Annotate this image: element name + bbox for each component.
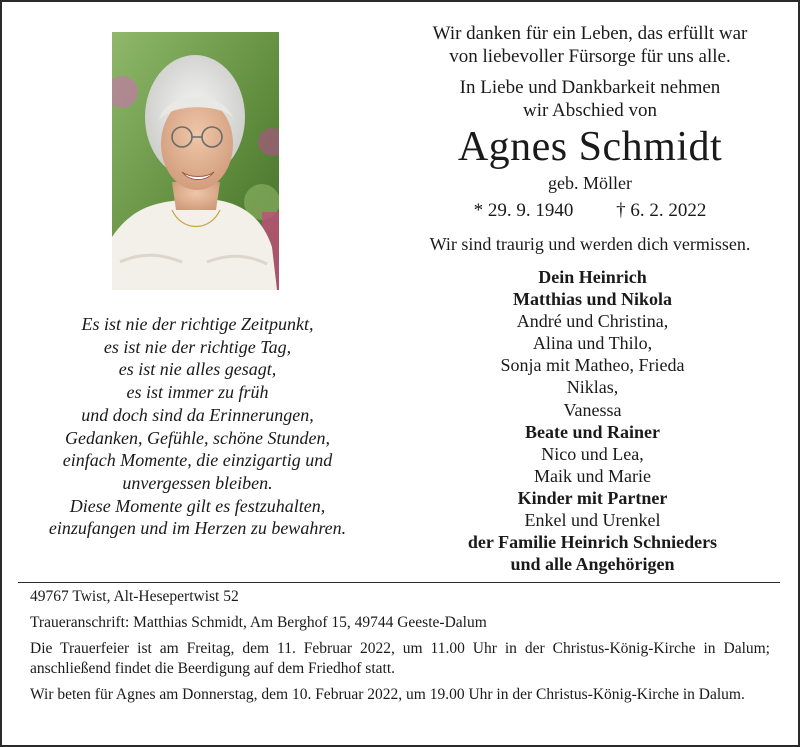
poem-line: einzufangen und im Herzen zu bewahren. <box>48 518 347 539</box>
portrait-illustration <box>112 32 279 290</box>
death-date: † 6. 2. 2022 <box>616 200 707 221</box>
funeral-info: Die Trauerfeier ist am Freitag, dem 11. Februar 2022, um 11.00 Uhr in der Christus-König-Kirche in Dalum; anschließend findet die Beerdigung auf dem Friedhof statt. <box>30 640 770 677</box>
mourner-line: Nico und Lea, <box>541 443 644 464</box>
mourners-list <box>405 266 780 575</box>
intro-text <box>385 22 795 122</box>
poem-line: Es ist nie der richtige Zeitpunkt, <box>81 314 314 334</box>
mourning-address: Traueranschrift: Matthias Schmidt, Am Berghof 15, 49744 Geeste-Dalum <box>30 614 487 631</box>
mourner-line: André und Christina, <box>516 311 669 332</box>
poem-line: es ist nie alles gesagt, <box>118 359 277 380</box>
mourner-line: Sonja mit Matheo, Frieda <box>500 355 685 376</box>
mourner-line: Maik und Marie <box>534 465 651 486</box>
family-address: 49767 Twist, Alt-Hesepertwist 52 <box>30 588 239 605</box>
mourner-line: Vanessa <box>563 399 622 420</box>
intro-line: Wir danken für ein Leben, das erfüllt war <box>432 23 748 44</box>
poem-line: es ist nie der richtige Tag, <box>103 336 292 357</box>
poem <box>20 313 375 540</box>
mourner-line: der Familie Heinrich Schnieders <box>467 532 718 553</box>
poem-line: unvergessen bleiben. <box>122 472 273 493</box>
mourner-line: Niklas, <box>566 377 619 398</box>
deceased-name: Agnes Schmidt <box>457 124 723 170</box>
life-dates <box>385 199 795 223</box>
portrait-photo <box>112 32 279 290</box>
footer-info <box>30 587 770 711</box>
poem-line: Gedanken, Gefühle, schöne Stunden, <box>65 427 330 448</box>
intro-line: In Liebe und Dankbarkeit nehmen <box>459 77 721 98</box>
mourner-line: Beate und Rainer <box>525 421 660 442</box>
poem-line: Diese Momente gilt es festzuhalten, <box>69 495 326 516</box>
poem-line: einfach Momente, die einzigartig und <box>62 450 333 471</box>
footer-divider <box>18 582 780 583</box>
mourner-line: Alina und Thilo, <box>532 333 653 354</box>
prayer-info: Wir beten für Agnes am Donnerstag, dem 10. Februar 2022, um 19.00 Uhr in der Christus-König-Kirche in Dalum. <box>30 686 745 703</box>
intro-line: wir Abschied von <box>522 100 658 121</box>
birth-name: geb. Möller <box>548 173 632 193</box>
poem-line: und doch sind da Erinnerungen, <box>81 404 314 425</box>
intro-line: von liebevoller Fürsorge für uns alle. <box>449 46 731 67</box>
mourner-line: und alle Angehörigen <box>510 554 675 575</box>
mourner-line: Kinder mit Partner <box>517 487 668 508</box>
farewell-line: Wir sind traurig und werden dich vermissen. <box>429 234 751 254</box>
birth-date: * 29. 9. 1940 <box>473 200 574 221</box>
mourner-line: Matthias und Nikola <box>512 289 673 310</box>
mourner-line: Enkel und Urenkel <box>524 510 661 531</box>
mourner-line: Dein Heinrich <box>538 267 647 287</box>
poem-line: es ist immer zu früh <box>126 382 269 403</box>
